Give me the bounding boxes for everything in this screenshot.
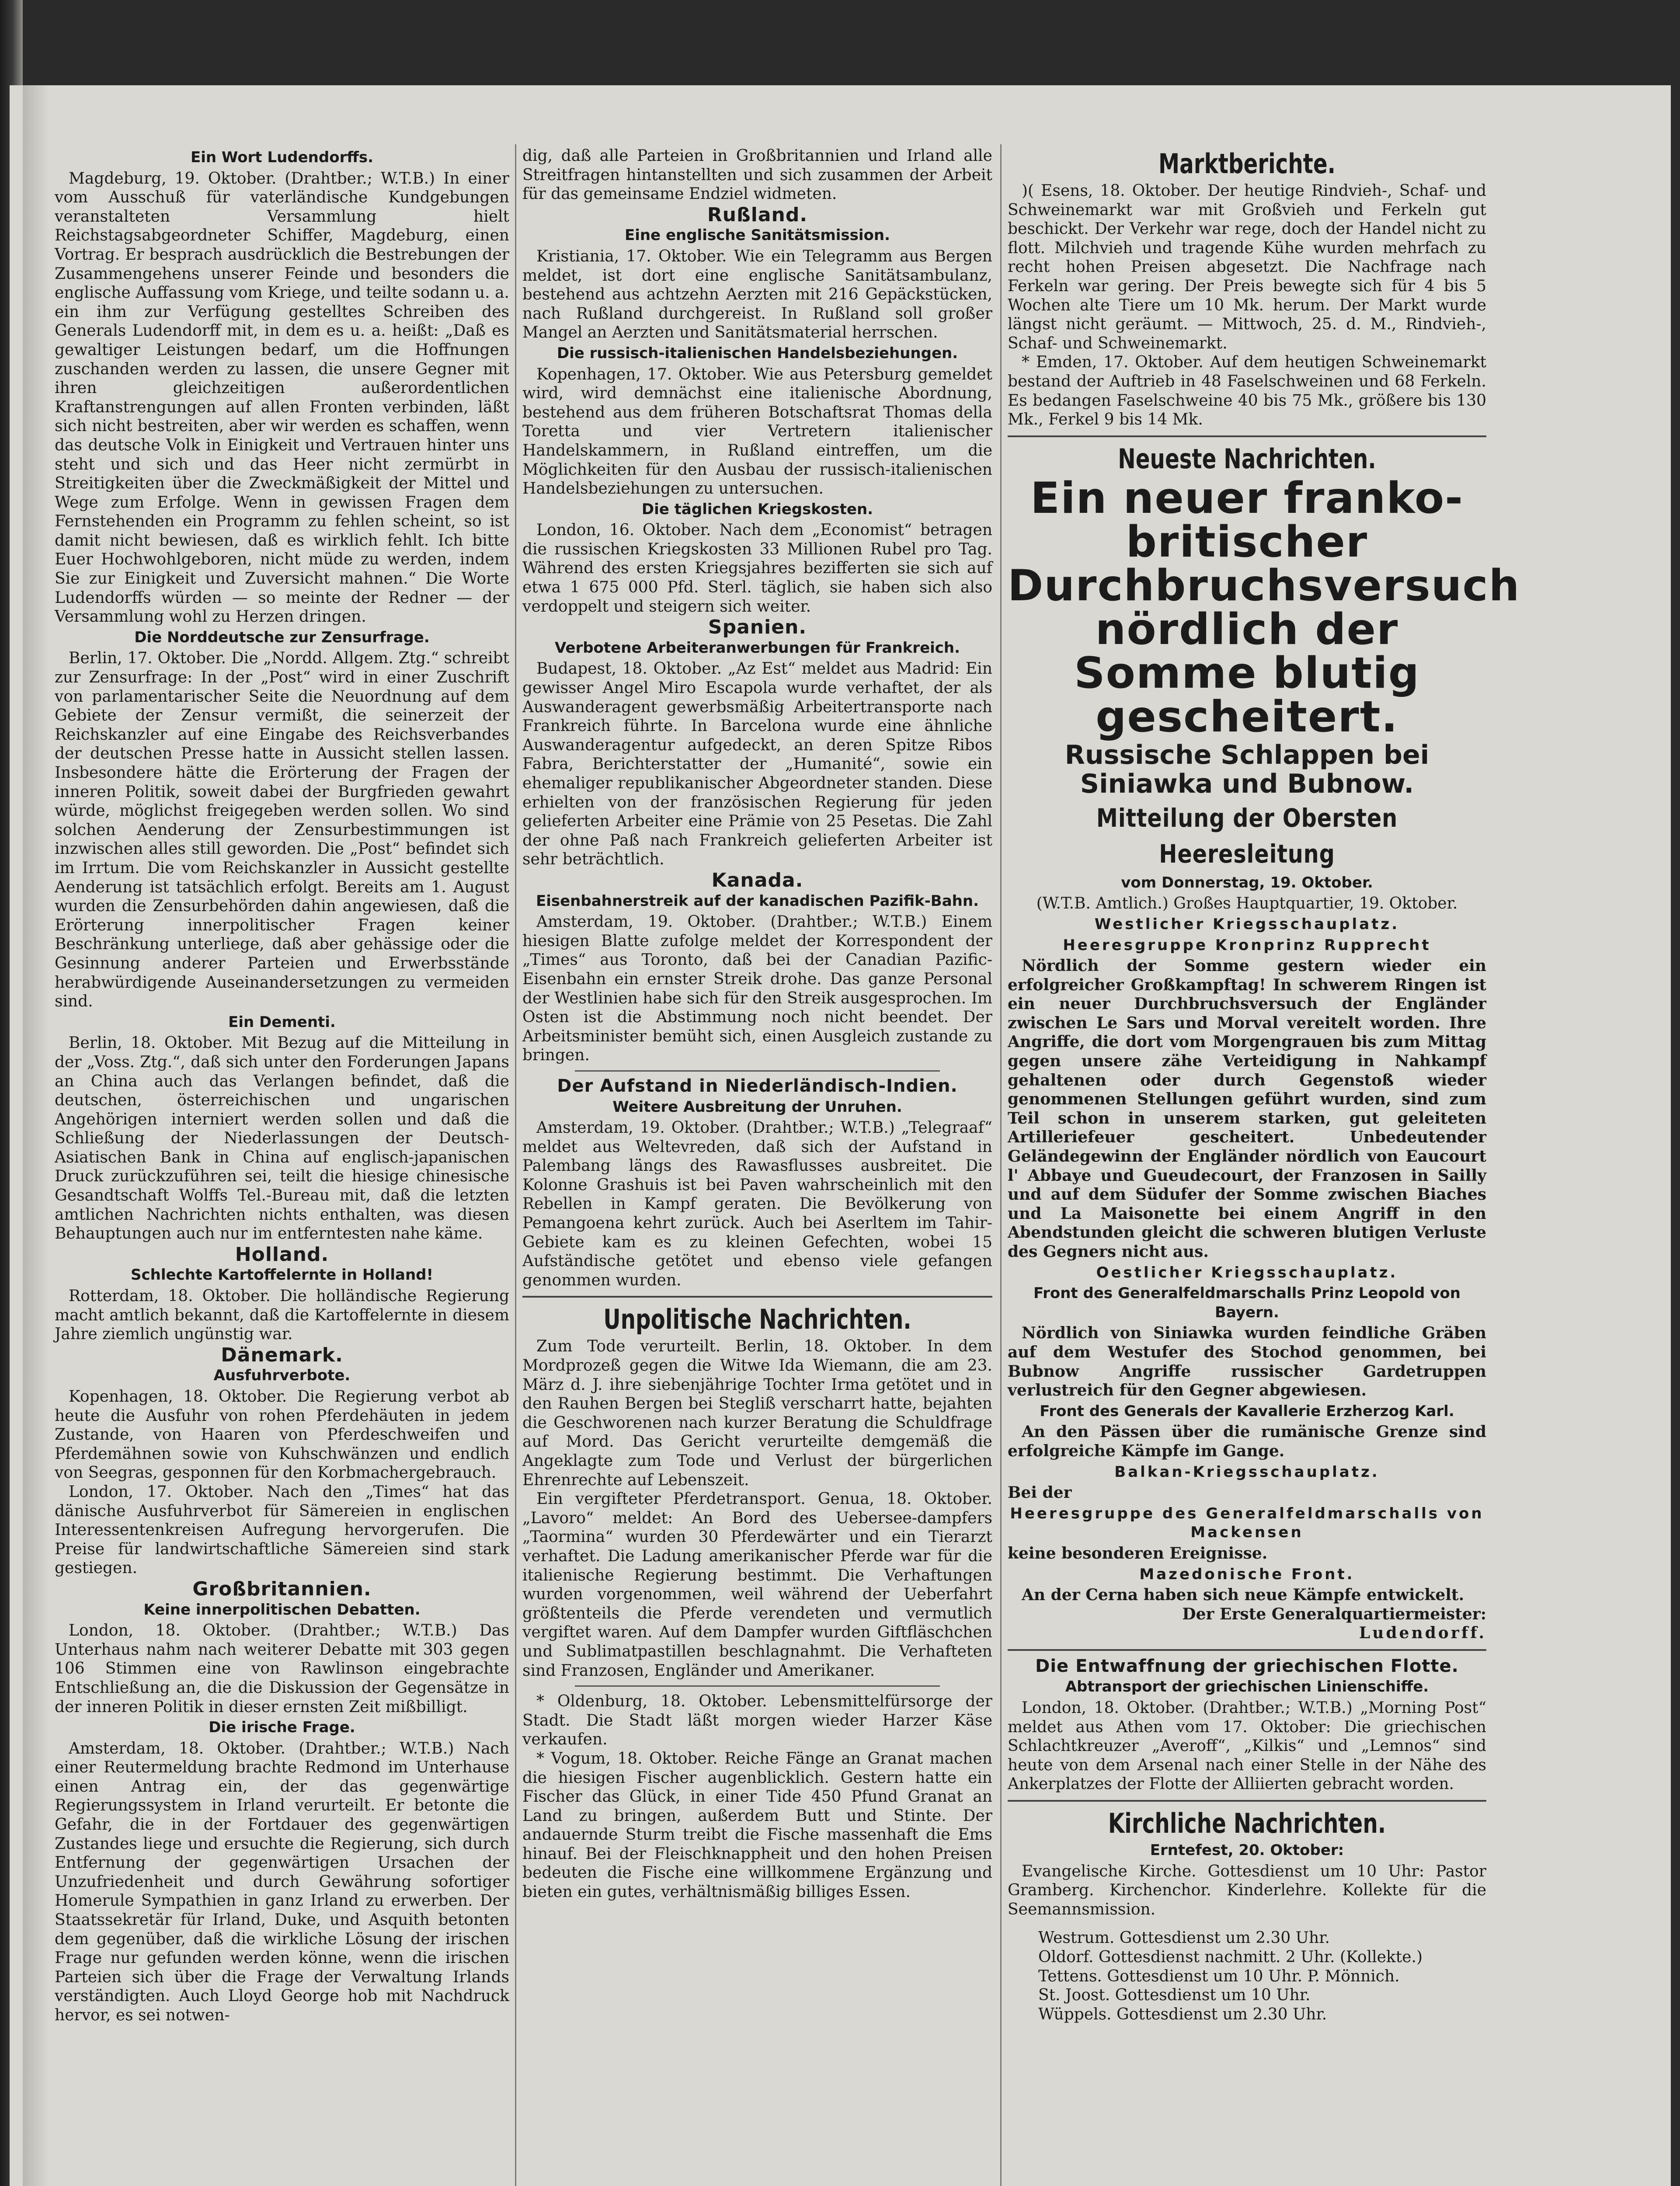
headline-kartoffel: Schlechte Kartoffelernte in Holland! xyxy=(131,1266,433,1284)
article-evangelisch: Evangelische Kirche. Gottesdienst um 10 Uhr: Pastor Gramberg. Kirchenchor. Kinderlehre. Kollekte für die Seemannsmission. xyxy=(1008,1862,1486,1918)
article-flotte: London, 18. Oktober. (Drahtber.; W.T.B.) „Morning Post“ meldet aus Athen vom 17. Oktober: Die griechischen Schlachtkreuzer „Averoff“, „Kilkis“ und „Lemnos“ sind heute von dem Arsenal nach einer Stelle in der Nähe des Ankerplatzes der Flotte der Alliierten gebracht worden. xyxy=(1008,1699,1486,1793)
list-item: Wüppels. Gottesdienst um 2.30 Uhr. xyxy=(1038,2005,1327,2023)
section-kanada: Kanada. xyxy=(711,869,803,891)
column-2 xyxy=(522,146,992,1902)
service-list xyxy=(1008,1928,1486,2024)
headline-kosten: Die täglichen Kriegskosten. xyxy=(641,500,873,518)
list-item: Tettens. Gottesdienst um 10 Uhr. P. Mönnich. xyxy=(1038,1967,1400,1985)
article-oldenburg: * Oldenburg, 18. Oktober. Lebensmittelfürsorge der Stadt. Die Stadt läßt morgen wieder Harzer Käse verkaufen. xyxy=(522,1692,992,1749)
headline-streik: Eisenbahnerstreik auf der kanadischen Pazifik-Bahn. xyxy=(536,892,979,910)
divider xyxy=(1008,1800,1486,1802)
article-irisch: Amsterdam, 18. Oktober. (Drahtber.; W.T.B.) Nach einer Reutermeldung brachte Redmond im Unterhause einen Antrag ein, der das gegenwärtige Regierungssystem in Irland verurteilt. Er betonte die Gefahr, die in der Fortdauer des gegenwärtigen Zustandes liege und ersuchte die Regierung, sich durch Entfernung der gegenwärtigen Ursachen der Unzufriedenheit und durch Gewährung sofortiger Homerule Sympathien in ganz Irland zu erwerben. Der Staatssekretär für Irland, Duke, und Asquith betonten dem gegenüber, daß die wirkliche Lösung der irischen Frage nur gefunden werden könne, wenn die irischen Parteien sich über die Frage der Verwaltung Irlands verständigten. Auch Lloyd George hob mit Nachdruck hervor, es sei notwen- xyxy=(55,1739,509,2024)
headline-ausfuhr: Ausfuhrverbote. xyxy=(213,1367,351,1385)
article-esens: )( Esens, 18. Oktober. Der heutige Rindvieh-, Schaf- und Schweinemarkt war mit Großvieh und Ferkeln gut beschickt. Der Verkehr war rege, doch der Handel nicht zu flott. Milchvieh und tragende Kühe wurden mehrfach zu recht hohen Preisen abgesetzt. Die Nachfrage nach Ferkeln war gering. Der Preis bewegte sich für 4 bis 5 Wochen alte Tiere um 10 Mk. herum. Der Markt wurde längst nicht geräumt. — Mittwoch, 25. d. M., Rindvieh-, Schaf- und Schweinemarkt. xyxy=(1008,182,1486,352)
headline-flotte: Die Entwaffnung der griechischen Flotte. xyxy=(1035,1656,1459,1676)
headline-abtransport: Abtransport der griechischen Linienschiffe. xyxy=(1065,1678,1429,1696)
list-item: Oldorf. Gottesdienst nachmitt. 2 Uhr. (Kollekte.) xyxy=(1038,1948,1423,1966)
section-spanien: Spanien. xyxy=(708,616,807,639)
headline-ost: Oestlicher Kriegsschauplatz. xyxy=(1096,1264,1398,1281)
list-item: St. Joost. Gottesdienst um 10 Uhr. xyxy=(1038,1986,1311,2005)
divider xyxy=(1008,1649,1486,1651)
article-ausfuhr-1: Kopenhagen, 18. Oktober. Die Regierung verbot ab heute die Ausfuhr von rohen Pferdehäuten in jedem Zustande, von Haaren von Pferdeschweifen und Pferdemähnen sowie von Kuhschwänzen und endlich von Seegras, gesponnen für den Korbmachergebrauch. xyxy=(55,1388,509,1482)
text-bei: Bei der xyxy=(1008,1483,1072,1502)
headline-zensur: Die Norddeutsche zur Zensurfrage. xyxy=(134,628,430,646)
headline-mackensen: Heeresgruppe des Generalfeldmarschalls von Mackensen xyxy=(1010,1504,1484,1542)
headline-irisch: Die irische Frage. xyxy=(209,1719,355,1737)
list-item: Westrum. Gottesdienst um 2.30 Uhr. xyxy=(1038,1929,1330,1947)
headline-arbeiter: Verbotene Arbeiteranwerbungen für Frankreich. xyxy=(554,639,960,657)
wtb-line: (W.T.B. Amtlich.) Großes Hauptquartier, 19. Oktober. xyxy=(1036,895,1458,913)
column-rule-2 xyxy=(1000,144,1002,2186)
headline-ludendorff: Ein Wort Ludendorffs. xyxy=(190,149,374,166)
section-daenemark: Dänemark. xyxy=(221,1344,343,1366)
headline-karl: Front des Generals der Kavallerie Erzherzog Karl. xyxy=(1040,1402,1454,1420)
column-1 xyxy=(55,146,509,2025)
article-sanitaet: Kristiania, 17. Oktober. Wie ein Telegramm aus Bergen meldet, ist dort eine englische Sanitätsambulanz, bestehend aus achtzehn Aerzten mit 216 Gepäckstücken, nach Rußland durchgereist. In Rußland soll großer Mangel an Aerzten und Sanitätsmaterial herrschen. xyxy=(522,247,992,342)
headline-erntefest: Erntefest, 20. Oktober: xyxy=(1150,1841,1344,1859)
column-rule-1 xyxy=(515,144,516,2186)
divider xyxy=(522,1296,992,1298)
article-karl: An den Pässen über die rumänische Grenze sind erfolgreiche Kämpfe im Gange. xyxy=(1008,1423,1486,1460)
section-unpolitisch: Unpolitische Nachrichten. xyxy=(603,1303,911,1336)
page-gutter xyxy=(23,85,49,2186)
article-ausfuhr-2: London, 17. Oktober. Nach den „Times“ hat das dänische Ausfuhrverbot für Sämereien in englischen Interessentenkreisen Aufregung hervorgerufen. Die Preise für landwirtschaftliche Sämereien sind stark gestiegen. xyxy=(55,1483,509,1577)
section-marktberichte: Marktberichte. xyxy=(1158,148,1336,180)
article-ost: Nördlich von Siniawka wurden feindliche Gräben auf dem Westufer des Stochod genommen, bei Bubnow Angriffe russischer Gardetruppen verlustreich für den Gegner abgewiesen. xyxy=(1008,1324,1486,1400)
lead-subheadline: Russische Schlappen bei Siniawka und Bubnow. xyxy=(1064,739,1430,799)
headline-prinz-leopold: Front des Generalfeldmarschalls Prinz Leopold von Bayern. xyxy=(1033,1284,1461,1321)
section-holland: Holland. xyxy=(235,1243,329,1266)
article-vogum: * Vogum, 18. Oktober. Reiche Fänge an Granat machen die hiesigen Fischer augenblicklich. Gestern hatte ein Fischer das Glück, in einer Tide 450 Pfund Granat an Land zu bringen, außerdem Butt und Stinte. Der andauernde Sturm treibt die Fische massenhaft die Ems hinauf. Bei der Fleischknappheit und den hohen Preisen bedeuten die Fische eine willkommene Ergänzung und bieten ein gutes, verhältnismäßig billiges Essen. xyxy=(522,1749,992,1901)
ohl-headline: Mitteilung der Obersten Heeresleitung xyxy=(1096,803,1398,869)
divider xyxy=(575,1070,940,1072)
article-ludendorff: Magdeburg, 19. Oktober. (Drahtber.; W.T.B.) In einer vom Ausschuß für vaterländische Kundgebungen veranstalteten Versammlung hielt Reichstagsabgeordneter Schiffer, Magdeburg, einen Vortrag. Er besprach ausdrücklich die Bestrebungen der Zusammengehens unserer Feinde und besonders die englische Auffassung vom Kriege, und teilte sodann u. a. ein ihm zur Verfügung gestelltes Schreiben des Generals Ludendorff mit, in dem es u. a. heißt: „Daß es gewaltiger Leistungen bedarf, um die Hoffnungen zuschanden werden zu lassen, die unsere Gegner mit ihren gleichzeitigen außerordentlichen Kraftanstrengungen auf allen Fronten verbinden, läßt sich nicht bestreiten, aber wir werden es schaffen, wenn das deutsche Volk in Einigkeit und Vertrauen hinter uns steht und sich und das Heer nicht zermürbt in Streitigkeiten über die Zweckmäßigkeit der Mittel und Wege zum Erfolge. Wenn in gewissen Fragen dem Fernstehenden ein Programm zu fehlen scheint, so ist damit nicht bewiesen, daß es wirklich fehlt. Ich bitte Euer Hochwohlgeboren, nicht müde zu werden, indem Sie zur Einigkeit und Zuversicht mahnen.“ Die Worte Ludendorffs würden — so meinte der Redner — der Versammlung wohl zu Herzen dringen. xyxy=(55,169,509,626)
section-kirchlich: Kirchliche Nachrichten. xyxy=(1108,1807,1386,1840)
headline-sanitaet: Eine englische Sanitätsmission. xyxy=(624,226,890,244)
divider xyxy=(575,1685,940,1687)
article-pferde: Ein vergifteter Pferdetransport. Genua, 18. Oktober. „Lavoro“ meldet: An Bord des Uebersee-dampfers „Taormina“ wurden 30 Pferdewärter und ein Tierarzt verhaftet. Die Ladung amerikanischer Pferde war für die italienische Regierung bestimmt. Die Verhaftungen wurden vorgenommen, weil während der Ueberfahrt größtenteils die Pferde verendeten und vermutlich vergiftet waren. Auf dem Dampfer wurden Giftfläschchen und Sublimatpastillen beschlagnahmt. Die Verhafteten sind Franzosen, Engländer und Amerikaner. xyxy=(522,1490,992,1680)
article-debatten: London, 18. Oktober. (Drahtber.; W.T.B.) Das Unterhaus nahm nach weiterer Debatte mit 303 gegen 106 Stimmen eine von Rawlinson eingebrachte Entschließung an, die die Diskussion der Gegensätze in der inneren Politik in dieser ernsten Zeit mißbilligt. xyxy=(55,1622,509,1716)
section-russland: Rußland. xyxy=(707,203,808,226)
article-arbeiter: Budapest, 18. Oktober. „Az Est“ meldet aus Madrid: Ein gewisser Angel Miro Escapola wurde verhaftet, der als Auswanderagent gewerbsmäßig Arbeitertransporte nach Frankreich führte. In Barcelona wurde eine ähnliche Auswanderagentur aufgedeckt, an deren Spitze Ribos Fabra, Berichterstatter der „Humanité“, sowie ein ehemaliger republikanischer Abgeordneter standen. Diese erhielten von der französischen Regierung für jeden gelieferten Arbeiter eine Prämie von 25 Pesetas. Die Zahl der ohne Paß nach Frankreich gelieferten Arbeiter ist sehr beträchtlich. xyxy=(522,660,992,869)
article-unruhen: Amsterdam, 19. Oktober. (Drahtber.; W.T.B.) „Telegraaf“ meldet aus Weltevreden, daß sich der Aufstand in Palembang längs des Rawasflusses ausbreitet. Die Kolonne Grashuis ist bei Paven wahrscheinlich mit den Rebellen in Kampf geraten. Die Bevölkerung von Pemangoena kehrt zurück. Auch bei Aserltem im Tahir-Gebiete kam es zu kleinen Gefechten, wobei 15 Aufständische getötet und ebenso viele gefangen genommen wurden. xyxy=(522,1119,992,1289)
column-3 xyxy=(1008,146,1520,2024)
article-kosten: London, 16. Oktober. Nach dem „Economist“ betragen die russischen Kriegskosten 33 Millionen Rubel pro Tag. Während des ersten Kriegsjahres bezifferten sie sich auf etwa 1 675 000 Pfd. Sterl. täglich, sie haben sich also verdoppelt und steigern sich weiter. xyxy=(522,521,992,616)
article-tode: Zum Tode verurteilt. Berlin, 18. Oktober. In dem Mordprozeß gegen die Witwe Ida Wiemann, die am 23. März d. J. ihre siebenjährige Tochter Irma getötet und in den Rauhen Bergen bei Stegliß verscharrt hatte, bejahten die Geschworenen nach kurzer Beratung die Schuldfrage auf Mord. Das Gericht verurteilte demgemäß die Angeklagte zum Tode und Verlust der bürgerlichen Ehrenrechte auf Lebenszeit. xyxy=(522,1337,992,1489)
article-dementi: Berlin, 18. Oktober. Mit Bezug auf die Mitteilung in der „Voss. Ztg.“, daß sich unter den Forderungen Japans an China auch das Verlangen befindet, daß die deutschen, österreichischen und ungarischen Angehörigen interniert werden sollen und daß die Schließung der Niederlassungen der Deutsch-Asiatischen Bank in China auf englisch-japanischen Druck zurückzuführen sei, teilt die hiesige chinesische Gesandtschaft Wolffs Tel.-Bureau mit, daß die letzten amtlichen Nachrichten nichts enthalten, was diesen Behauptungen auch nur im entferntesten nahe käme. xyxy=(55,1034,509,1243)
headline-debatten: Keine innerpolitischen Debatten. xyxy=(143,1601,421,1619)
lead-headline: Ein neuer franko-britischer Durchbruchsversuch nördlich der Somme blutig gescheitert. xyxy=(1008,473,1520,742)
article-west: Nördlich der Somme gestern wieder ein erfolgreicher Großkampftag! In schwerem Ringen ist ein neuer Durchbruchsversuch der Engländer zwischen Le Sars und Morval vereitelt worden. Ihre Angriffe, die dort vom Morgengrauen bis zum Mittag gegen unsere zähe Verteidigung in Nahkampf gehaltenen oder durch Gegenstoß wieder genommenen Stellungen geführt wurden, sind zum Teil schon in unserem starken, gut geleiteten Artilleriefeuer gescheitert. Unbedeutender Geländegewinn der Engländer nördlich von Eaucourt l' Abbaye und Gueudecourt, der Franzosen in Sailly und auf dem Südufer der Somme zwischen Biaches und La Maisonette bei einem Angriff in den Abendstunden gleicht die schweren blutigen Verluste des Gegners nicht aus. xyxy=(1008,957,1486,1261)
article-streik: Amsterdam, 19. Oktober. (Drahtber.; W.T.B.) Einem hiesigen Blatte zufolge meldet der Korrespondent der „Times“ aus Toronto, daß bei der Canadian Pazific-Eisenbahn ein ernster Streik drohe. Das ganze Personal der Westlinien habe sich für den Streik ausgesprochen. Im Osten ist die Abstimmung noch nicht beendet. Der Arbeitsminister bemüht sich, einen Ausgleich zustande zu bringen. xyxy=(522,913,992,1065)
headline-balkan: Balkan-Kriegsschauplatz. xyxy=(1114,1463,1380,1481)
text-generalquartiermeister: Der Erste Generalquartiermeister: xyxy=(1182,1605,1486,1623)
article-kartoffel: Rotterdam, 18. Oktober. Die holländische Regierung macht amtlich bekannt, daß die Kartoffelernte in diesem Jahre ziemlich ungünstig war. xyxy=(55,1287,509,1344)
headline-dementi: Ein Dementi. xyxy=(228,1013,336,1031)
headline-kronprinz: Heeresgruppe Kronprinz Rupprecht xyxy=(1063,936,1431,954)
section-neueste: Neueste Nachrichten. xyxy=(1118,442,1376,475)
signature-ludendorff: Ludendorff. xyxy=(1359,1624,1486,1643)
article-irisch-continued: dig, daß alle Parteien in Großbritannien und Irland alle Streitfragen hintanstellten und sich zusammen der Arbeit für das gemeinsame Endziel widmeten. xyxy=(522,147,992,203)
article-zensur: Berlin, 17. Oktober. Die „Nordd. Allgem. Ztg.“ schreibt zur Zensurfrage: In der „Post“ wird in einer Zuschrift von parlamentarischer Seite die Neuordnung auf dem Gebiete der Zensur vermißt, die seinerzeit der Reichskanzler auf eine Eingabe des Reichsverbandes der deutschen Presse hatte in Aussicht stellen lassen. Insbesondere hätte die Erörterung der Fragen der inneren Politik, soweit dabei der Burgfrieden gewahrt würde, möglichst freigegeben werden sollen. Wo sind solchen Aenderung der Zensurbestimmungen ist inzwischen alles still geworden. Die „Post“ befindet sich im Irrtum. Die vom Reichskanzler in Aussicht gestellte Aenderung ist tatsächlich erfolgt. Bereits am 1. August wurden die Zensurbehörden dahin angewiesen, daß die Erörterung innerpolitischer Fragen keiner Beschränkung unterliege, daß aber gehässige oder die Gesinnung anderer Parteien und Erwerbsstände herabwürdigende Auseinandersetzungen zu vermeiden sind. xyxy=(55,649,509,1011)
headline-unruhen: Weitere Ausbreitung der Unruhen. xyxy=(612,1098,902,1116)
article-emden: * Emden, 17. Oktober. Auf dem heutigen Schweinemarkt bestand der Auftrieb in 48 Faselschweinen und 68 Ferkeln. Es bedangen Faselschweine 40 bis 75 Mk., größere bis 130 Mk., Ferkel 9 bis 14 Mk. xyxy=(1008,353,1486,429)
divider xyxy=(1008,435,1486,437)
text-mackensen: keine besonderen Ereignisse. xyxy=(1008,1544,1268,1563)
article-handel: Kopenhagen, 17. Oktober. Wie aus Petersburg gemeldet wird, wird demnächst eine italienische Abordnung, bestehend aus dem früheren Botschaftsrat Thomas della Toretta und vier Vertretern italienischer Handelskammern, in Rußland eintreffen, um die Möglichkeiten für den Ausbau der russisch-italienischen Handelsbeziehungen zu untersuchen. xyxy=(522,365,992,498)
headline-aufstand: Der Aufstand in Niederländisch-Indien. xyxy=(557,1076,958,1096)
ohl-date: vom Donnerstag, 19. Oktober. xyxy=(1121,874,1373,891)
headline-mazedonisch: Mazedonische Front. xyxy=(1139,1565,1355,1583)
headline-handel: Die russisch-italienischen Handelsbeziehungen. xyxy=(557,344,958,362)
headline-west: Westlicher Kriegsschauplatz. xyxy=(1094,915,1400,933)
text-mazedonisch: An der Cerna haben sich neue Kämpfe entwickelt. xyxy=(1022,1586,1464,1605)
section-grossbritannien: Großbritannien. xyxy=(192,1577,372,1600)
